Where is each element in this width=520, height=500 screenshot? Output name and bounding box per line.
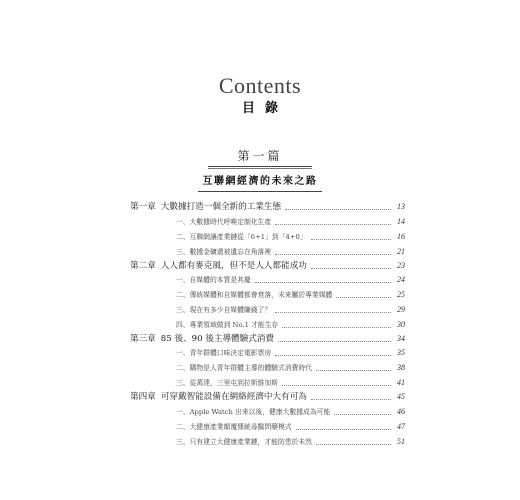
page-number: 29 (397, 305, 405, 314)
section-title: 二、購物是人青年群體主導的體驗式消費時代 (176, 364, 312, 372)
leader-dots (282, 384, 391, 386)
page-number: 38 (397, 363, 405, 372)
toc-section[interactable] (130, 418, 405, 432)
chapter-number: 第四章 (130, 392, 156, 402)
mulu-title: 目錄 (241, 101, 288, 116)
leader-dots (316, 369, 391, 371)
section-title: 四、專業領域做到 No.1 才能生存 (176, 321, 279, 329)
page-number: 41 (397, 378, 405, 387)
page-number: 45 (397, 392, 405, 401)
section-title: 一、青年群體口味決定電影票房 (176, 349, 272, 357)
toc-section[interactable] (130, 286, 405, 300)
section-title: 一、大數據時代呼喚定制化生產 (176, 218, 272, 226)
toc-section[interactable] (130, 374, 405, 388)
leader-dots (275, 311, 391, 313)
leader-dots (278, 340, 391, 342)
toc-chapter-3[interactable] (130, 330, 405, 344)
leader-dots (311, 398, 391, 400)
leader-dots (336, 296, 391, 298)
leader-dots (282, 326, 391, 328)
toc-section[interactable] (130, 316, 405, 330)
toc-section[interactable] (130, 243, 405, 257)
page-number: 25 (397, 290, 405, 299)
leader-dots (275, 253, 391, 255)
leader-dots (255, 281, 391, 283)
page-number: 24 (397, 275, 405, 284)
page-number: 23 (397, 261, 405, 270)
page-number: 46 (397, 407, 405, 416)
toc-section[interactable] (130, 213, 405, 227)
leader-dots (311, 238, 391, 240)
section-title: 三、數據金礦還被遺忘在角落裡 (176, 248, 272, 256)
page-number: 30 (397, 320, 405, 329)
leader-dots (334, 413, 391, 415)
section-title: 一、自媒體的本質是其慶 (176, 276, 251, 284)
page-number: 16 (397, 232, 405, 241)
chapter-number: 第一章 (130, 202, 156, 212)
page-number: 14 (397, 217, 405, 226)
chapter-title: 人人都有麥克風，但不是人人都能成功 (160, 261, 307, 271)
leader-dots (275, 223, 391, 225)
toc-section[interactable] (130, 344, 405, 358)
chapter-number: 第三章 (130, 334, 156, 344)
chapter-title: 可穿戴智能設備在網絡經濟中大有可為 (160, 392, 307, 402)
section-title: 二、大健康產業顛覆傳統尋醫問藥模式 (176, 423, 292, 431)
toc-chapter-2[interactable] (130, 257, 405, 271)
page-number: 47 (397, 422, 405, 431)
toc-section[interactable] (130, 403, 405, 417)
section-title: 三、現在有多少自媒體賺錢了？ (176, 306, 272, 314)
toc-section[interactable] (130, 433, 405, 447)
leader-dots (311, 267, 391, 269)
part-label: 第一篇 (237, 149, 283, 163)
toc-chapter-1[interactable] (130, 198, 405, 212)
page-number: 13 (397, 202, 405, 211)
contents-title: Contents (218, 73, 302, 98)
section-title: 三、從萬達，三里屯到拉斯維加斯 (176, 379, 278, 387)
toc-section[interactable] (130, 228, 405, 242)
page-number: 34 (397, 334, 405, 343)
leader-dots (296, 428, 391, 430)
section-title: 二、傳統媒體和自媒體都會衰落，未來屬於專業媒體 (176, 291, 333, 299)
leader-dots (316, 443, 391, 445)
chapter-title: 大數據打造一個全新的工業生態 (160, 202, 282, 212)
leader-dots (285, 208, 391, 210)
section-title: 二、互聯網讓產業鏈從「6+1」到「4+0」 (176, 233, 307, 241)
chapter-title: 85 後、90 後主導體驗式消費 (160, 334, 275, 344)
page-number: 35 (397, 348, 405, 357)
leader-dots (275, 354, 391, 356)
toc-section[interactable] (130, 271, 405, 285)
chapter-number: 第二章 (130, 261, 156, 271)
part-title: 互聯網經濟的未來之路 (202, 176, 318, 187)
section-title: 一、Apple Watch 出來以後，健康大數據成為可能 (176, 408, 331, 416)
toc-section[interactable] (130, 359, 405, 373)
page-number: 51 (397, 437, 405, 446)
section-title: 三、只有建立大健康產業鏈，才能防患於未然 (176, 438, 312, 446)
page-number: 21 (397, 247, 405, 256)
toc-chapter-4[interactable] (130, 388, 405, 402)
toc-section[interactable] (130, 301, 405, 315)
